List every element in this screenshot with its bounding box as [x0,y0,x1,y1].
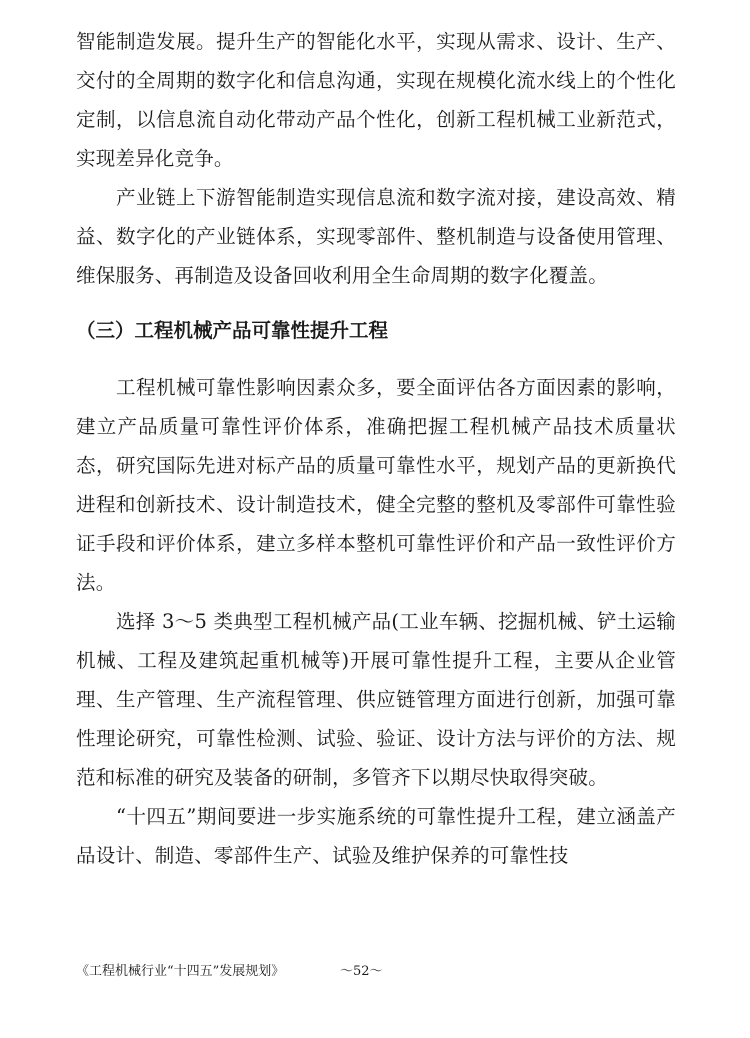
paragraph-fourteenth-plan: “十四五”期间要进一步实施系统的可靠性提升工程，建立涵盖产品设计、制造、零部件生产、试验及维护保养的可靠性技 [76,805,676,867]
paragraph-industry-chain: 产业链上下游智能制造实现信息流和数字流对接，建设高效、精益、数字化的产业链体系，实现零部件、整机制造与设备使用管理、维保服务、再制造及设备回收利用全生命周期的数字化覆盖。 [76,186,676,287]
footer-page-number: ～52～ [340,964,383,979]
paragraph-continued: 智能制造发展。提升生产的智能化水平，实现从需求、设计、生产、交付的全周期的数字化和信息沟通，实现在规模化流水线上的个性化定制，以信息流自动化带动产品个性化，创新工程机械工业新范式，实现差异化竞争。 [76,30,676,170]
paragraph-typical-products: 选择 3～5 类典型工程机械产品(工业车辆、挖掘机械、铲土运输机械、工程及建筑起重机械等)开展可靠性提升工程，主要从企业管理、生产管理、生产流程管理、供应链管理方面进行创新，加强可靠性理论研究，可靠性检测、试验、验证、设计方法与评价的方法、规范和标准的研究及装备的研制，多管齐下以期尽快取得突破。 [76,610,676,789]
section-heading: （三）工程机械产品可靠性提升工程 [76,319,389,342]
footer-document-title: 《工程机械行业“十四五”发展规划》 [76,964,285,979]
paragraph-reliability-factors: 工程机械可靠性影响因素众多，要全面评估各方面因素的影响，建立产品质量可靠性评价体系，准确把握工程机械产品技术质量状态，研究国际先进对标产品的质量可靠性水平，规划产品的更新换代进程和创新技术、设计制造技术，健全完整的整机及零部件可靠性验证手段和评价体系，建立多样本整机可靠性评价和产品一致性评价方法。 [76,376,676,594]
document-body [76,22,676,875]
